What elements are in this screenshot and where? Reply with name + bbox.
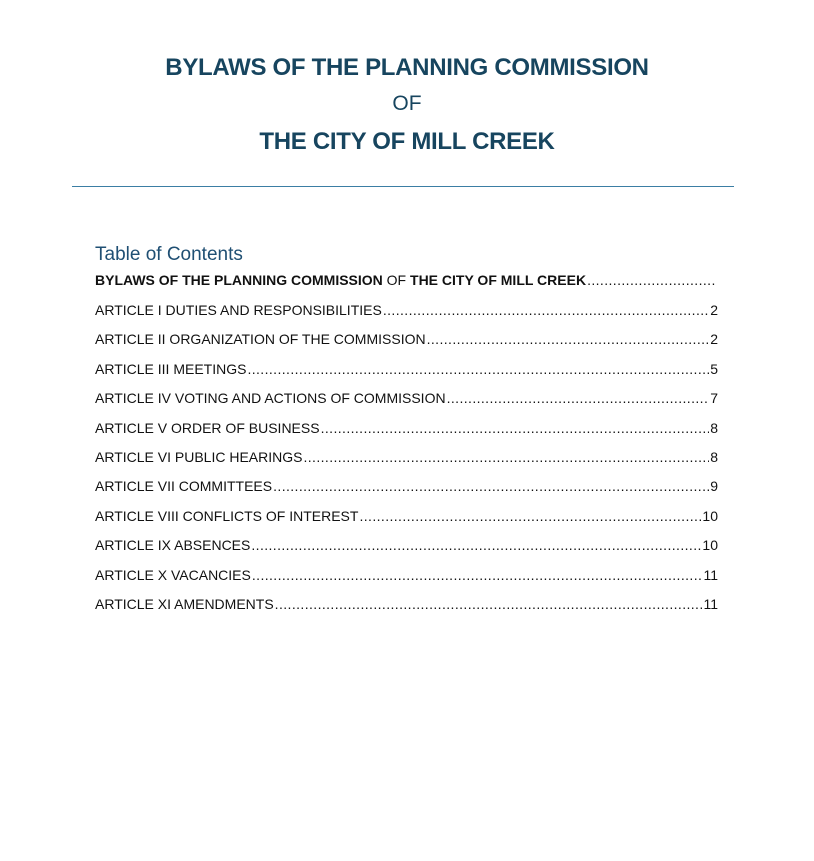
toc-entry[interactable] (95, 472, 718, 501)
toc-entry[interactable] (95, 531, 718, 560)
toc-entry-label: ARTICLE XI AMENDMENTS (95, 595, 274, 612)
toc-entry-label: ARTICLE II ORGANIZATION OF THE COMMISSION (95, 331, 426, 348)
toc-page-number: 2 (710, 331, 718, 348)
toc-title-part-2: OF (382, 272, 411, 288)
toc-leader-dots (275, 590, 703, 619)
toc-page-number: 8 (710, 419, 718, 436)
toc-page-number: 2 (710, 302, 718, 318)
toc-page-number: 8 (710, 448, 718, 465)
title-line-2: OF (392, 92, 422, 115)
title-line-3: THE CITY OF MILL CREEK (259, 128, 555, 155)
toc-entry-label: ARTICLE VI PUBLIC HEARINGS (95, 448, 303, 465)
document-title (0, 52, 814, 160)
toc-entry-label: ARTICLE IX ABSENCES (95, 537, 251, 554)
title-divider (72, 186, 734, 187)
toc-page-number: 7 (710, 390, 718, 407)
toc-entry-list (95, 296, 718, 619)
toc-leader-dots (321, 414, 710, 443)
toc-entry[interactable] (95, 590, 718, 619)
toc-leader-dots (427, 325, 710, 354)
toc-leader-dots (247, 355, 709, 384)
toc-leader-dots (303, 443, 709, 472)
toc-title-part-3: THE CITY OF MILL CREEK (410, 272, 587, 288)
toc-entry[interactable] (95, 384, 718, 413)
toc-entry-title[interactable] (95, 268, 718, 292)
toc-entry[interactable] (95, 502, 718, 531)
toc-entry[interactable] (95, 355, 718, 384)
toc-entry-label: ARTICLE III MEETINGS (95, 360, 247, 377)
toc-page-number: 10 (702, 507, 718, 524)
toc-entry-label: ARTICLE VII COMMITTEES (95, 478, 273, 495)
toc-entry[interactable] (95, 325, 718, 354)
toc-leader-dots (383, 296, 709, 325)
toc-leader-dots (273, 472, 709, 501)
table-of-contents (95, 268, 718, 619)
toc-page-number: 10 (702, 537, 718, 554)
toc-leader-dots (359, 502, 701, 531)
toc-entry-label: ARTICLE X VACANCIES (95, 566, 251, 583)
toc-entry-label: ARTICLE I DUTIES AND RESPONSIBILITIES (95, 302, 382, 318)
toc-page-number: 5 (710, 360, 718, 377)
toc-page-number: 9 (710, 478, 718, 495)
toc-entry[interactable] (95, 561, 718, 590)
toc-page-number: 11 (703, 595, 718, 612)
toc-entry-label: ARTICLE VIII CONFLICTS OF INTEREST (95, 507, 359, 524)
title-line-1: BYLAWS OF THE PLANNING COMMISSION (165, 54, 649, 81)
toc-entry[interactable] (95, 296, 718, 325)
toc-entry-label: ARTICLE IV VOTING AND ACTIONS OF COMMISSION (95, 390, 446, 407)
toc-leader-dots (252, 561, 703, 590)
toc-entry-label: ARTICLE V ORDER OF BUSINESS (95, 419, 320, 436)
toc-entry[interactable] (95, 443, 718, 472)
toc-page-number: 11 (703, 566, 718, 583)
toc-leader-dots (587, 268, 717, 292)
toc-leader-dots (251, 531, 701, 560)
toc-heading: Table of Contents (95, 244, 243, 265)
toc-title-part-1: BYLAWS OF THE PLANNING COMMISSION (95, 272, 383, 288)
toc-entry-label (95, 268, 586, 292)
toc-leader-dots (447, 384, 710, 413)
toc-entry[interactable] (95, 414, 718, 443)
